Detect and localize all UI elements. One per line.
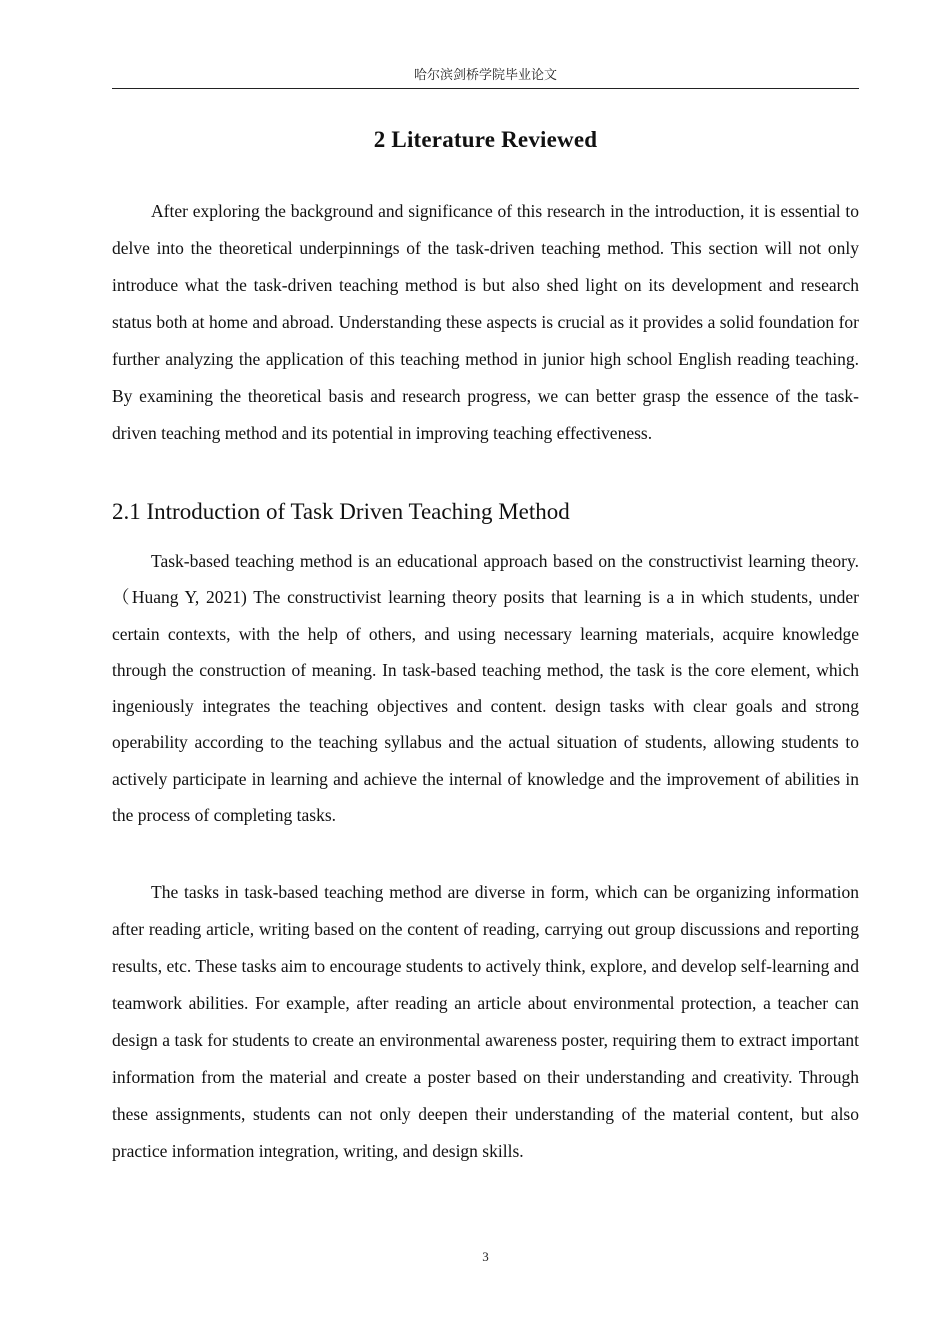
chapter-title: 2 Literature Reviewed — [373, 127, 598, 152]
intro-paragraph: After exploring the background and significance of this research in the introduction, it is essential to delve into the theoretical underpinnings of the task-driven teaching method. This section will not only introduce what the task-driven teaching method is but also shed light on its development and research status both at home and abroad. Understanding these aspects is crucial as it provides a solid foundation for further analyzing the application of this teaching method in junior high school English reading teaching. By examining the theoretical basis and research progress, we can better grasp the essence of the task-driven teaching method and its potential in improving teaching effectiveness. — [112, 201, 859, 443]
running-header: 哈尔滨剑桥学院毕业论文 — [112, 66, 859, 89]
section-paragraph-2: The tasks in task-based teaching method are diverse in form, which can be organizing information after reading article, writing based on the content of reading, carrying out group discussions and reporting results, etc. These tasks aim to encourage students to actively think, explore, and develop self-learning and teamwork abilities. For example, after reading an article about environmental protection, a teacher can design a task for students to create an environmental awareness poster, requiring them to extract important information from the material and create a poster based on their understanding and creativity. Through these assignments, students can not only deepen their understanding of the material content, but also practice information integration, writing, and design skills. — [112, 882, 859, 1161]
page-number: 3 — [482, 1249, 489, 1264]
section-heading: 2.1 Introduction of Task Driven Teaching Method — [112, 499, 570, 524]
section-paragraph-1: Task-based teaching method is an educational approach based on the constructivist learning theory. （Huang Y, 2021) The constructivist learning theory posits that learning is a in which students, under certain contexts, with the help of others, and using necessary learning materials, acquire knowledge through the construction of meaning. In task-based teaching method, the task is the core element, which ingeniously integrates the teaching objectives and content. design tasks with clear goals and strong operability according to the teaching syllabus and the actual situation of students, allowing students to actively participate in learning and achieve the internal of knowledge and the improvement of abilities in the process of completing tasks. — [112, 551, 859, 826]
